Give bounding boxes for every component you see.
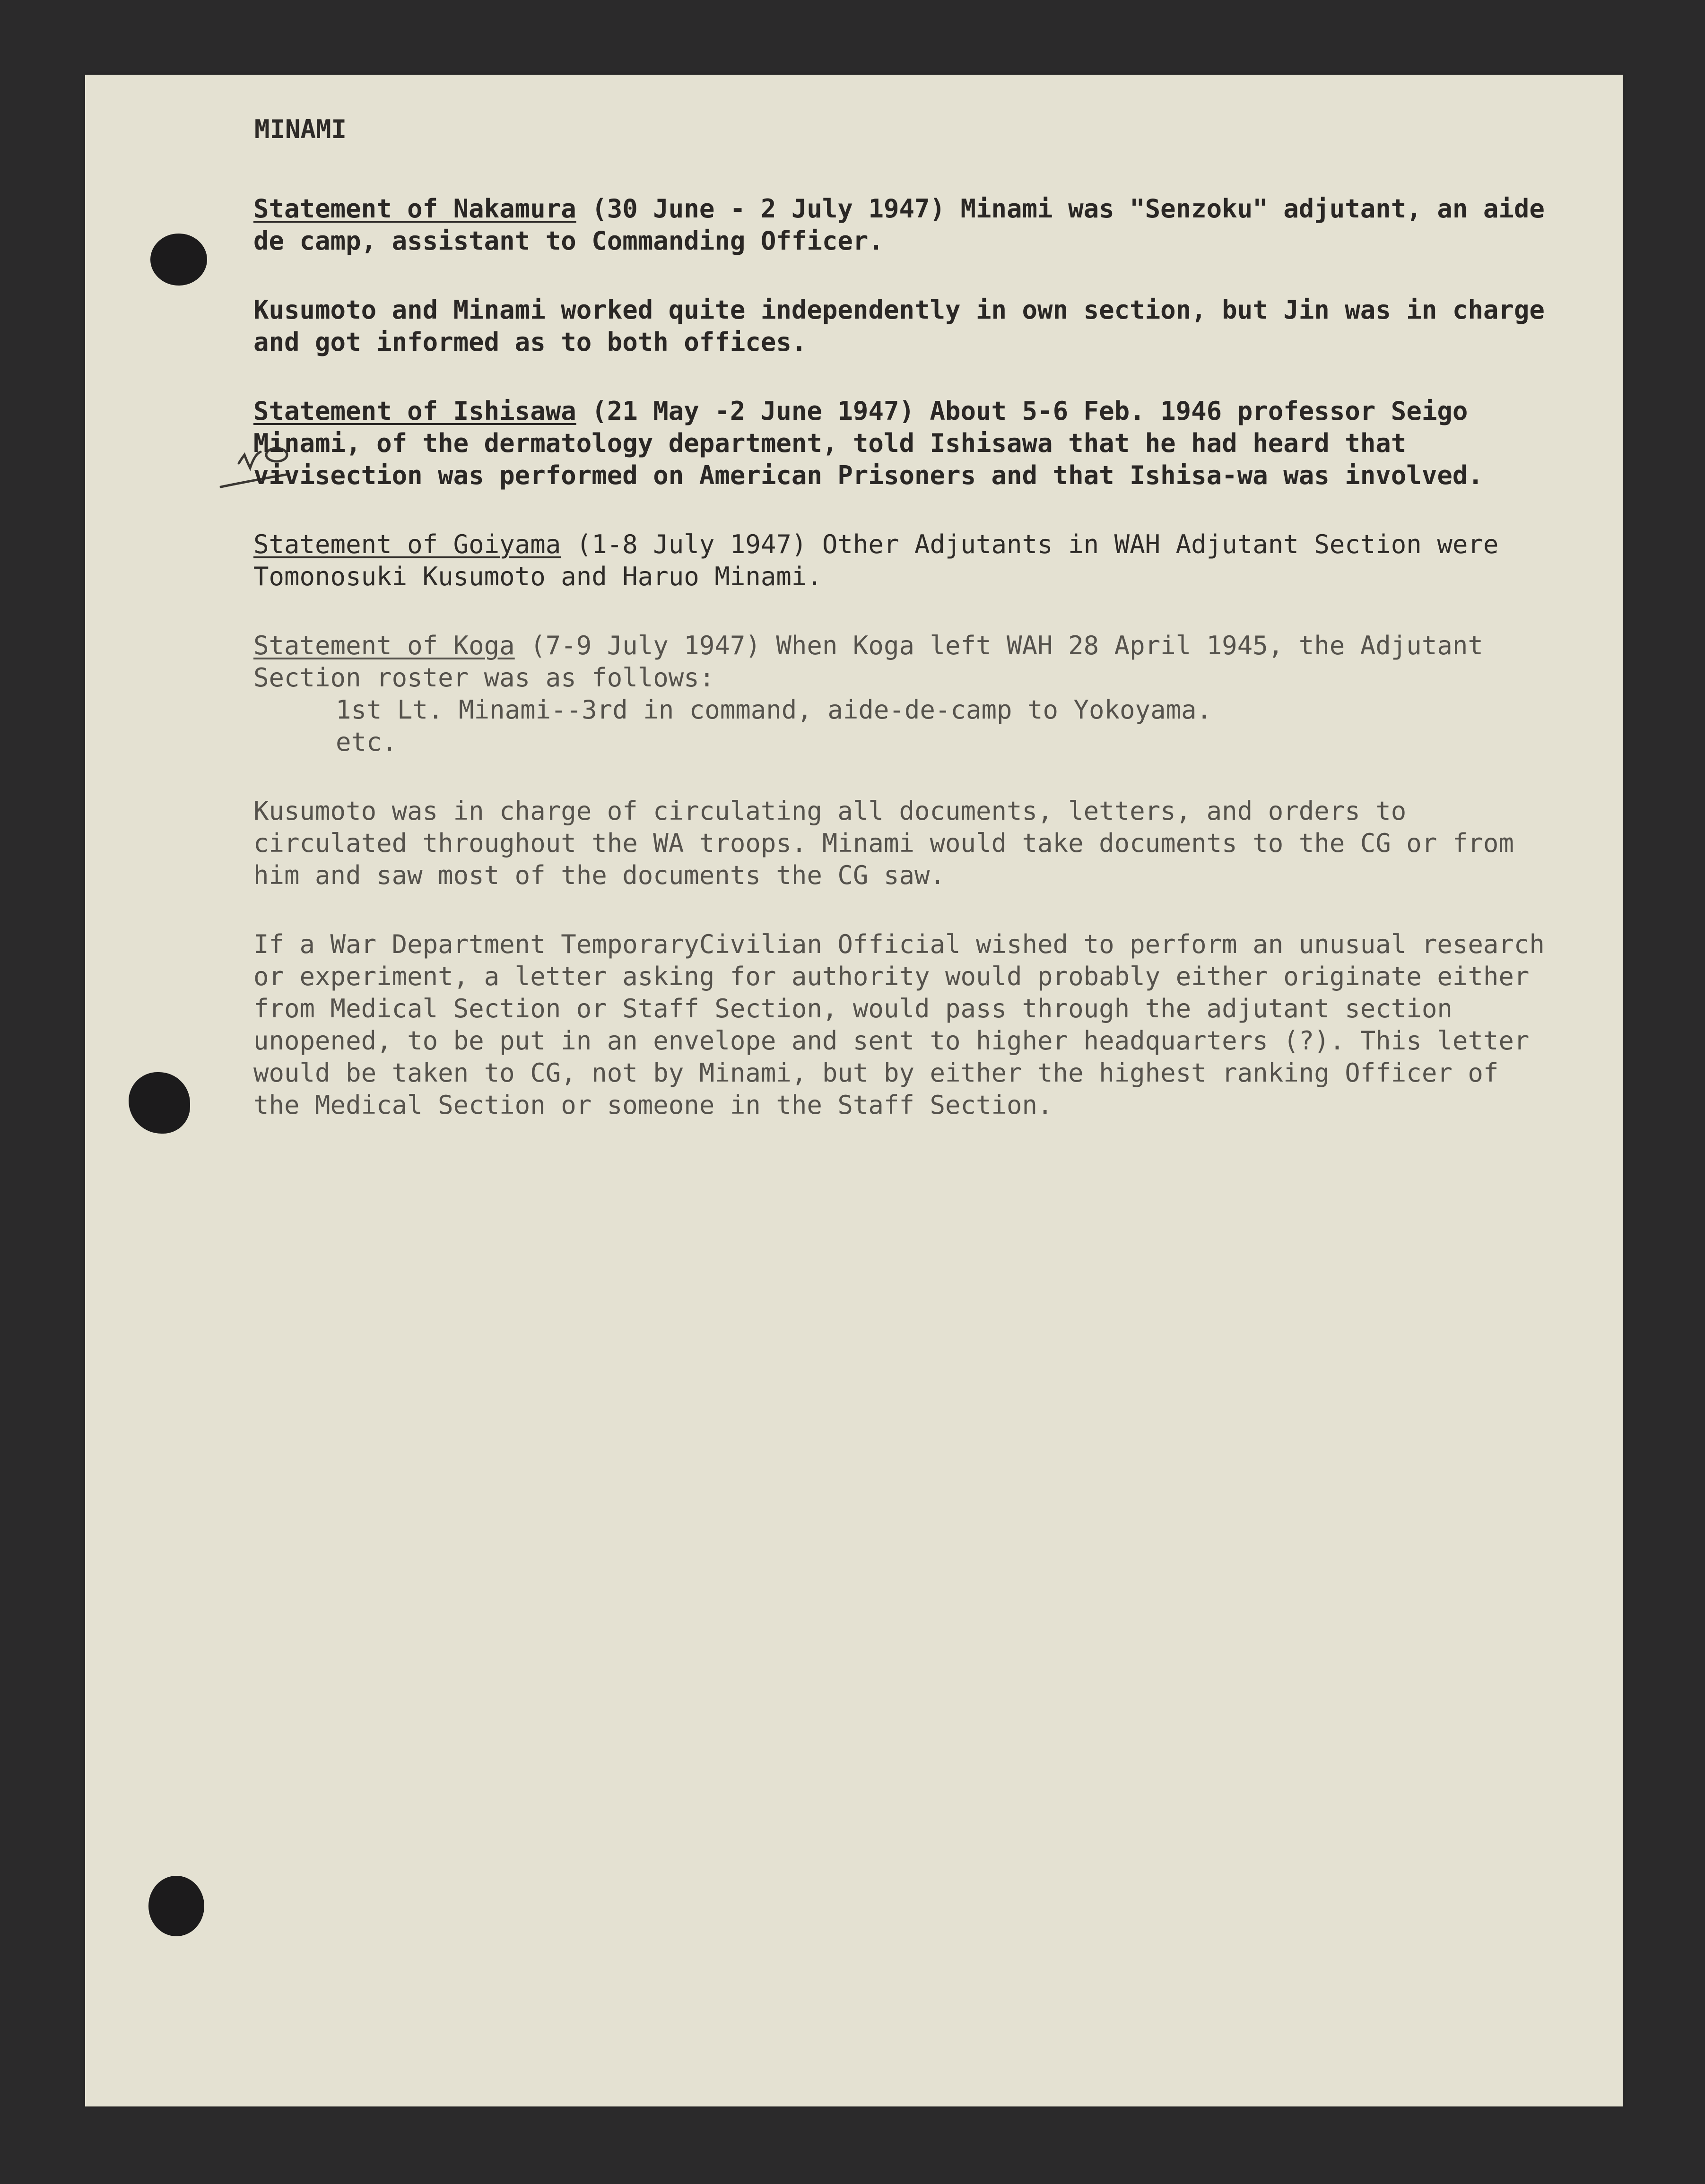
document-body [253, 113, 1558, 1158]
paragraph-ishisawa [253, 395, 1558, 492]
punch-hole-bottom [148, 1876, 204, 1936]
paragraph-text: (1-8 July 1947) Other Adjutants in WAH Adjutant Section were Tomonosuki Kusumoto and Haruo Minami. [253, 529, 1499, 591]
punch-hole-top [150, 234, 207, 286]
statement-label-koga: Statement of Koga [253, 631, 515, 660]
statement-label-nakamura: Statement of Nakamura [253, 194, 576, 224]
statement-label-goiyama: Statement of Goiyama [253, 529, 561, 559]
paragraph-text: (21 May -2 June 1947) About 5-6 Feb. 1946 professor Seigo Minami, of the dermatology department, told Ishisawa that he had heard that vivisection was performed on American Prisoners and that Ishisa-wa was involved. [253, 396, 1483, 490]
paragraph-text: (30 June - 2 July 1947) Minami was "Senzoku" adjutant, an aide de camp, assistant to Commanding Officer. [253, 194, 1545, 256]
paragraph-goiyama [253, 529, 1558, 593]
paragraph-circulating [253, 795, 1558, 892]
paragraph-text: If a War Department TemporaryCivilian Official wished to perform an unusual research or experiment, a letter asking for authority would probably either originate either from Medical Section or Staff Section, would pass through the adjutant section unopened, to be put in an envelope and sent to higher headquarters (?). This letter would be taken to CG, not by Minami, but by either the highest ranking Officer of the Medical Section or someone in the Staff Section. [253, 929, 1545, 1120]
statement-label-ishisawa: Statement of Ishisawa [253, 396, 576, 426]
paragraph-text: Kusumoto was in charge of circulating all documents, letters, and orders to circulated throughout the WA troops. Minami would take documents to the CG or from him and saw most of the documents the CG saw. [253, 796, 1514, 890]
paragraph-koga [253, 630, 1558, 758]
roster-item: 1st Lt. Minami--3rd in command, aide-de-camp to Yokoyama. [336, 695, 1212, 725]
paragraph-war-department [253, 928, 1558, 1121]
paragraph-kusumoto-minami [253, 294, 1558, 358]
paragraph-text: Kusumoto and Minami worked quite independently in own section, but Jin was in charge and got informed as to both offices. [253, 295, 1545, 357]
paragraph-text: (7-9 July 1947) When Koga left WAH 28 April 1945, the Adjutant Section roster was as follows: [253, 631, 1483, 693]
paragraph-nakamura [253, 193, 1558, 257]
document-heading: MINAMI [254, 114, 347, 144]
punch-hole-middle [129, 1072, 190, 1134]
roster-item: etc. [336, 727, 398, 757]
